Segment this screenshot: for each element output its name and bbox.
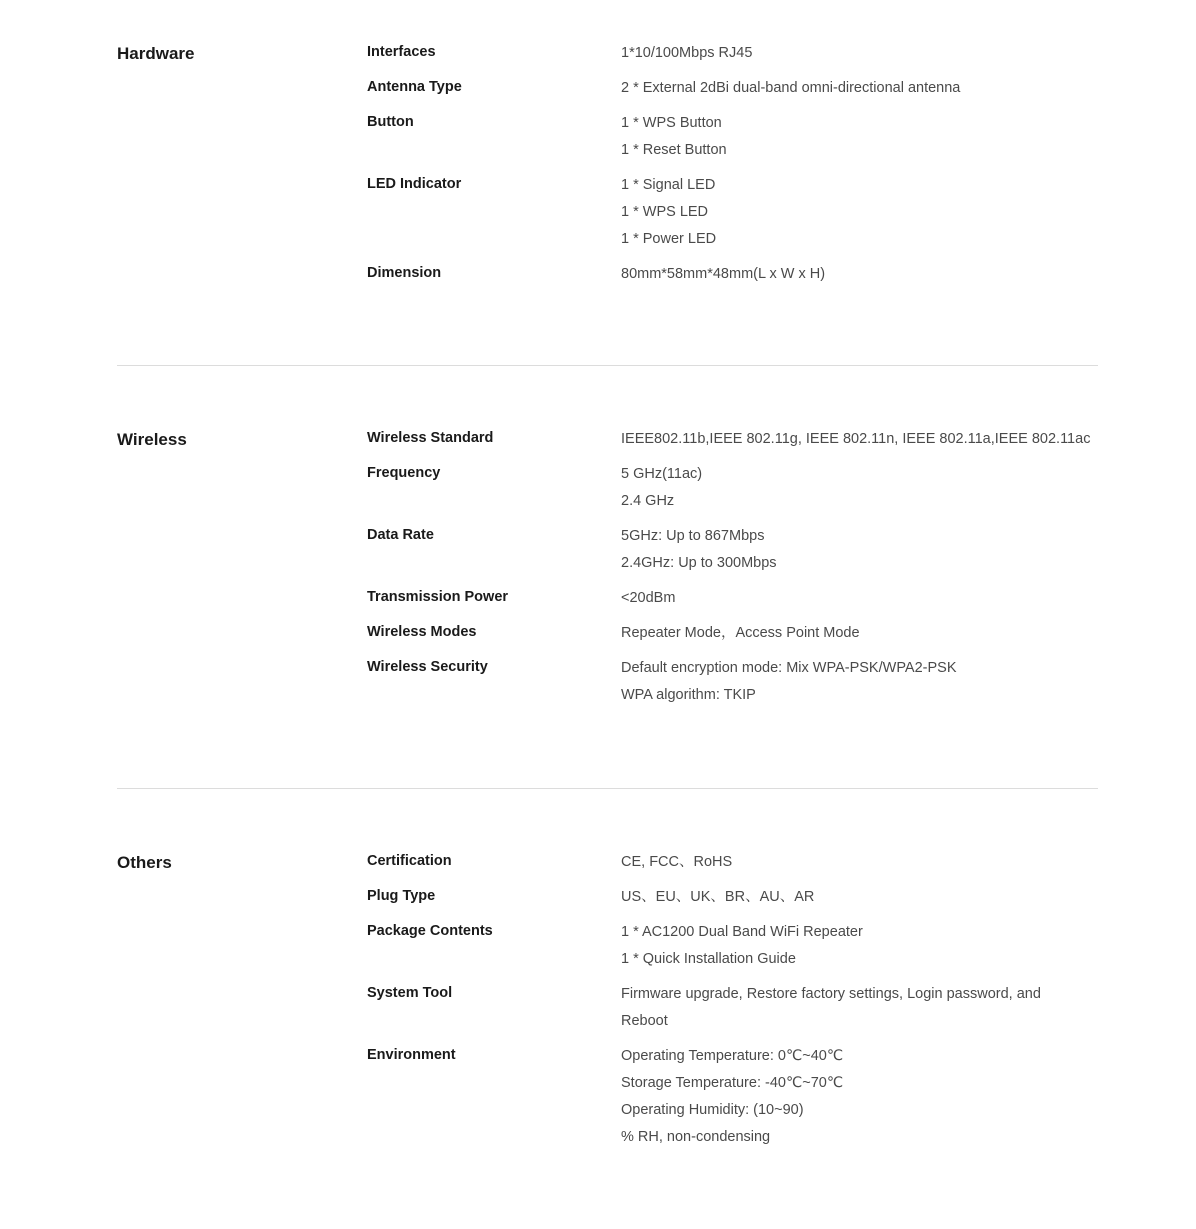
spec-value: IEEE802.11b,IEEE 802.11g, IEEE 802.11n, IEEE 802.11a,IEEE 802.11ac: [621, 431, 1091, 447]
spec-row-frequency: [367, 463, 1098, 515]
spec-label: System Tool: [367, 985, 453, 1001]
spec-values: [621, 886, 1098, 911]
spec-value: Operating Humidity: (10~90): [621, 1102, 804, 1118]
spec-values: [621, 263, 1098, 288]
spec-row-dimension: [367, 263, 1098, 288]
spec-value: 1 * Reset Button: [621, 142, 727, 158]
spec-values: [621, 112, 1098, 164]
spec-value: 1 * Quick Installation Guide: [621, 951, 796, 967]
spec-row-plug-type: [367, 886, 1098, 911]
spec-label: Interfaces: [367, 44, 436, 60]
spec-value: WPA algorithm: TKIP: [621, 687, 756, 703]
spec-value: 2.4GHz: Up to 300Mbps: [621, 555, 777, 571]
spec-value: 2 * External 2dBi dual-band omni-directional antenna: [621, 80, 961, 96]
spec-value: 1 * Signal LED: [621, 177, 716, 193]
spec-values: [621, 428, 1098, 453]
spec-label: Wireless Modes: [367, 624, 477, 640]
spec-value: Firmware upgrade, Restore factory settings, Login password, and: [621, 986, 1041, 1002]
spec-value: % RH, non-condensing: [621, 1129, 771, 1145]
spec-value: US、EU、UK、BR、AU、AR: [621, 889, 815, 905]
spec-label: Certification: [367, 853, 452, 869]
section-title: Wireless: [117, 430, 187, 449]
spec-values: [621, 42, 1098, 67]
spec-label: LED Indicator: [367, 176, 462, 192]
spec-rows: [367, 851, 1098, 1161]
spec-row-environment: [367, 1045, 1098, 1151]
spec-value: 2.4 GHz: [621, 493, 675, 509]
spec-value: 1 * AC1200 Dual Band WiFi Repeater: [621, 924, 863, 940]
spec-values: [621, 1045, 1098, 1151]
spec-label: Button: [367, 114, 414, 130]
spec-values: [621, 463, 1098, 515]
spec-label: Transmission Power: [367, 589, 509, 605]
spec-row-data-rate: [367, 525, 1098, 577]
spec-row-transmission-power: [367, 587, 1098, 612]
spec-label: Plug Type: [367, 888, 436, 904]
spec-row-interfaces: [367, 42, 1098, 67]
spec-value: Storage Temperature: -40℃~70℃: [621, 1075, 844, 1091]
spec-value: 1 * WPS LED: [621, 204, 709, 220]
spec-value: Default encryption mode: Mix WPA-PSK/WPA2-PSK: [621, 660, 957, 676]
spec-value: Operating Temperature: 0℃~40℃: [621, 1048, 844, 1064]
spec-value: 5GHz: Up to 867Mbps: [621, 528, 765, 544]
spec-values: [621, 174, 1098, 253]
section-divider: [117, 788, 1098, 789]
spec-value: 80mm*58mm*48mm(L x W x H): [621, 266, 826, 282]
spec-value: Repeater Mode，Access Point Mode: [621, 625, 860, 641]
spec-values: [621, 77, 1098, 102]
spec-value: CE, FCC、RoHS: [621, 854, 733, 870]
spec-row-wireless-modes: [367, 622, 1098, 647]
spec-label: Package Contents: [367, 923, 493, 939]
spec-row-certification: [367, 851, 1098, 876]
spec-values: [621, 525, 1098, 577]
spec-rows: [367, 42, 1098, 298]
spec-row-button: [367, 112, 1098, 164]
spec-values: [621, 657, 1098, 709]
spec-row-antenna-type: [367, 77, 1098, 102]
section-title: Hardware: [117, 44, 195, 63]
spec-values: [621, 851, 1098, 876]
spec-value: 1 * Power LED: [621, 231, 717, 247]
spec-value: 1 * WPS Button: [621, 115, 722, 131]
spec-label: Data Rate: [367, 527, 434, 543]
spec-row-system-tool: [367, 983, 1098, 1035]
spec-row-wireless-security: [367, 657, 1098, 709]
spec-value: 1*10/100Mbps RJ45: [621, 45, 753, 61]
spec-value: Reboot: [621, 1013, 668, 1029]
spec-label: Wireless Security: [367, 659, 488, 675]
spec-label: Dimension: [367, 265, 442, 281]
spec-values: [621, 622, 1098, 647]
spec-value: <20dBm: [621, 590, 676, 606]
spec-value: 5 GHz(11ac): [621, 466, 703, 482]
spec-row-led-indicator: [367, 174, 1098, 253]
spec-values: [621, 983, 1098, 1035]
spec-values: [621, 921, 1098, 973]
spec-row-package-contents: [367, 921, 1098, 973]
spec-label: Environment: [367, 1047, 456, 1063]
section-title: Others: [117, 853, 172, 872]
spec-label: Antenna Type: [367, 79, 462, 95]
spec-row-wireless-standard: [367, 428, 1098, 453]
spec-label: Wireless Standard: [367, 430, 494, 446]
spec-label: Frequency: [367, 465, 441, 481]
spec-values: [621, 587, 1098, 612]
spec-rows: [367, 428, 1098, 719]
section-divider: [117, 365, 1098, 366]
